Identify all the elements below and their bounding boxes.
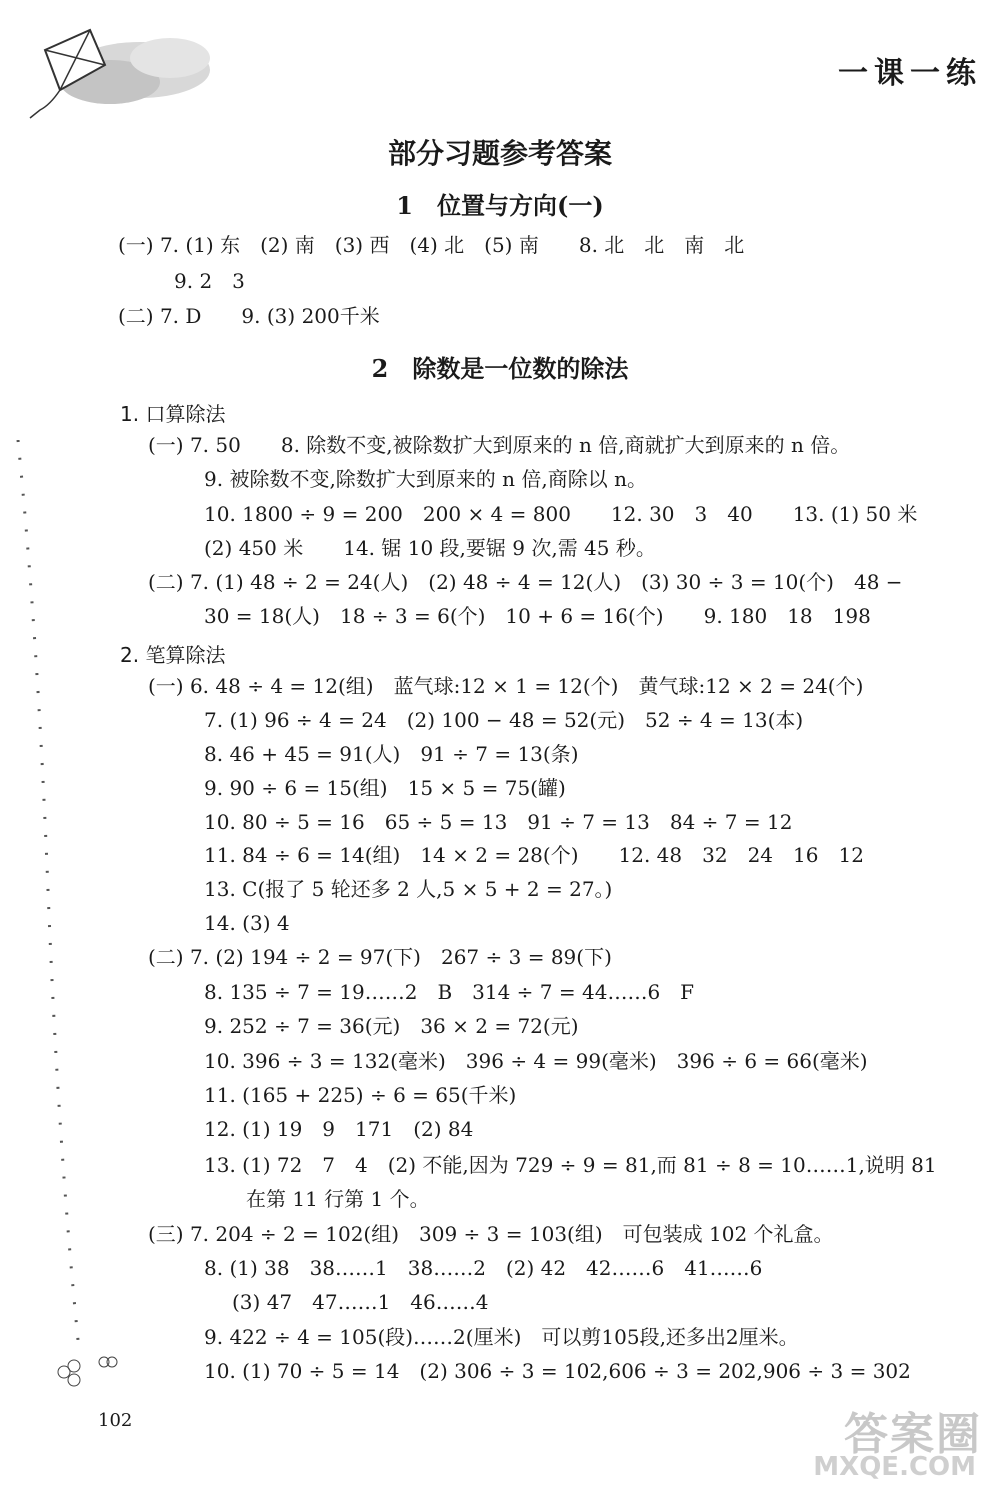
- answer-line: (二) 7. (1) 48 ÷ 2 = 24(人) (2) 48 ÷ 4 = 12(人) (3) 30 ÷ 3 = 10(个) 48 −: [148, 570, 903, 594]
- answer-line: (3) 47 47……1 46……4: [232, 1290, 489, 1314]
- section-heading: 2 除数是一位数的除法: [371, 354, 629, 383]
- answer-line: (三) 7. 204 ÷ 2 = 102(组) 309 ÷ 3 = 103(组) 可包装成 102 个礼盒。: [148, 1222, 834, 1246]
- answer-line: (一) 7. 50 8. 除数不变,被除数扩大到原来的 n 倍,商就扩大到原来的 n 倍。: [148, 433, 851, 457]
- watermark-url: MXQE.COM: [813, 1452, 976, 1482]
- answer-line: (2) 450 米 14. 锯 10 段,要锯 9 次,需 45 秒。: [204, 536, 656, 560]
- subsection-heading: 1. 口算除法: [120, 402, 226, 426]
- section-heading: 1 位置与方向(一): [396, 191, 604, 220]
- answer-line: 9. 被除数不变,除数扩大到原来的 n 倍,商除以 n。: [204, 467, 647, 491]
- answer-line: 9. 2 3: [174, 269, 245, 293]
- answer-line: 8. 46 + 45 = 91(人) 91 ÷ 7 = 13(条): [204, 742, 579, 766]
- answer-line: 10. 80 ÷ 5 = 16 65 ÷ 5 = 13 91 ÷ 7 = 13 84 ÷ 7 = 12: [204, 810, 793, 834]
- answer-line: 7. (1) 96 ÷ 4 = 24 (2) 100 − 48 = 52(元) 52 ÷ 4 = 13(本): [204, 708, 804, 732]
- answer-line: 14. (3) 4: [204, 911, 290, 935]
- watermark-logo: 答案圈: [844, 1409, 982, 1460]
- answer-line: 11. 84 ÷ 6 = 14(组) 14 × 2 = 28(个) 12. 48 32 24 16 12: [204, 843, 864, 867]
- answer-line: (二) 7. (2) 194 ÷ 2 = 97(下) 267 ÷ 3 = 89(下): [148, 945, 612, 969]
- answer-line: 9. 422 ÷ 4 = 105(段)……2(厘米) 可以剪105段,还多出2厘米。: [204, 1325, 799, 1349]
- answer-line: 9. 90 ÷ 6 = 15(组) 15 × 5 = 75(罐): [204, 776, 566, 800]
- brand-logo-text: 一课一练: [838, 56, 982, 91]
- answer-line: 在第 11 行第 1 个。: [246, 1187, 430, 1211]
- page-number: 102: [98, 1410, 133, 1431]
- answer-line: (一) 6. 48 ÷ 4 = 12(组) 蓝气球:12 × 1 = 12(个) 黄气球:12 × 2 = 24(个): [148, 674, 864, 698]
- answer-line: 12. (1) 19 9 171 (2) 84: [204, 1117, 474, 1141]
- answer-line: 8. 135 ÷ 7 = 19……2 B 314 ÷ 7 = 44……6 F: [204, 980, 695, 1004]
- page-title: 部分习题参考答案: [387, 137, 612, 170]
- answer-line: 9. 252 ÷ 7 = 36(元) 36 × 2 = 72(元): [204, 1014, 579, 1038]
- answer-line: 13. C(报了 5 轮还多 2 人,5 × 5 + 2 = 27。): [204, 877, 613, 901]
- answer-line: 10. 1800 ÷ 9 = 200 200 × 4 = 800 12. 30 3 40 13. (1) 50 米: [204, 502, 918, 526]
- answer-line: 8. (1) 38 38……1 38……2 (2) 42 42……6 41……6: [204, 1256, 763, 1280]
- answer-line: 11. (165 + 225) ÷ 6 = 65(千米): [204, 1083, 517, 1107]
- answer-line: (二) 7. D 9. (3) 200千米: [118, 304, 380, 328]
- answer-line: (一) 7. (1) 东 (2) 南 (3) 西 (4) 北 (5) 南 8. 北 北 南 北: [118, 233, 745, 257]
- answer-line: 10. (1) 70 ÷ 5 = 14 (2) 306 ÷ 3 = 102,606 ÷ 3 = 202,906 ÷ 3 = 302: [204, 1359, 911, 1383]
- flower-decoration: [52, 1352, 122, 1392]
- answer-line: 10. 396 ÷ 3 = 132(毫米) 396 ÷ 4 = 99(毫米) 396 ÷ 6 = 66(毫米): [204, 1049, 868, 1073]
- subsection-heading: 2. 笔算除法: [120, 643, 226, 667]
- answer-line: 30 = 18(人) 18 ÷ 3 = 6(个) 10 + 6 = 16(个) 9. 180 18 198: [204, 604, 871, 628]
- answer-line: 13. (1) 72 7 4 (2) 不能,因为 729 ÷ 9 = 81,而 81 ÷ 8 = 10……1,说明 81: [204, 1153, 937, 1177]
- kite-cloud-illustration: [20, 10, 220, 120]
- margin-dots-decoration: [8, 440, 88, 1340]
